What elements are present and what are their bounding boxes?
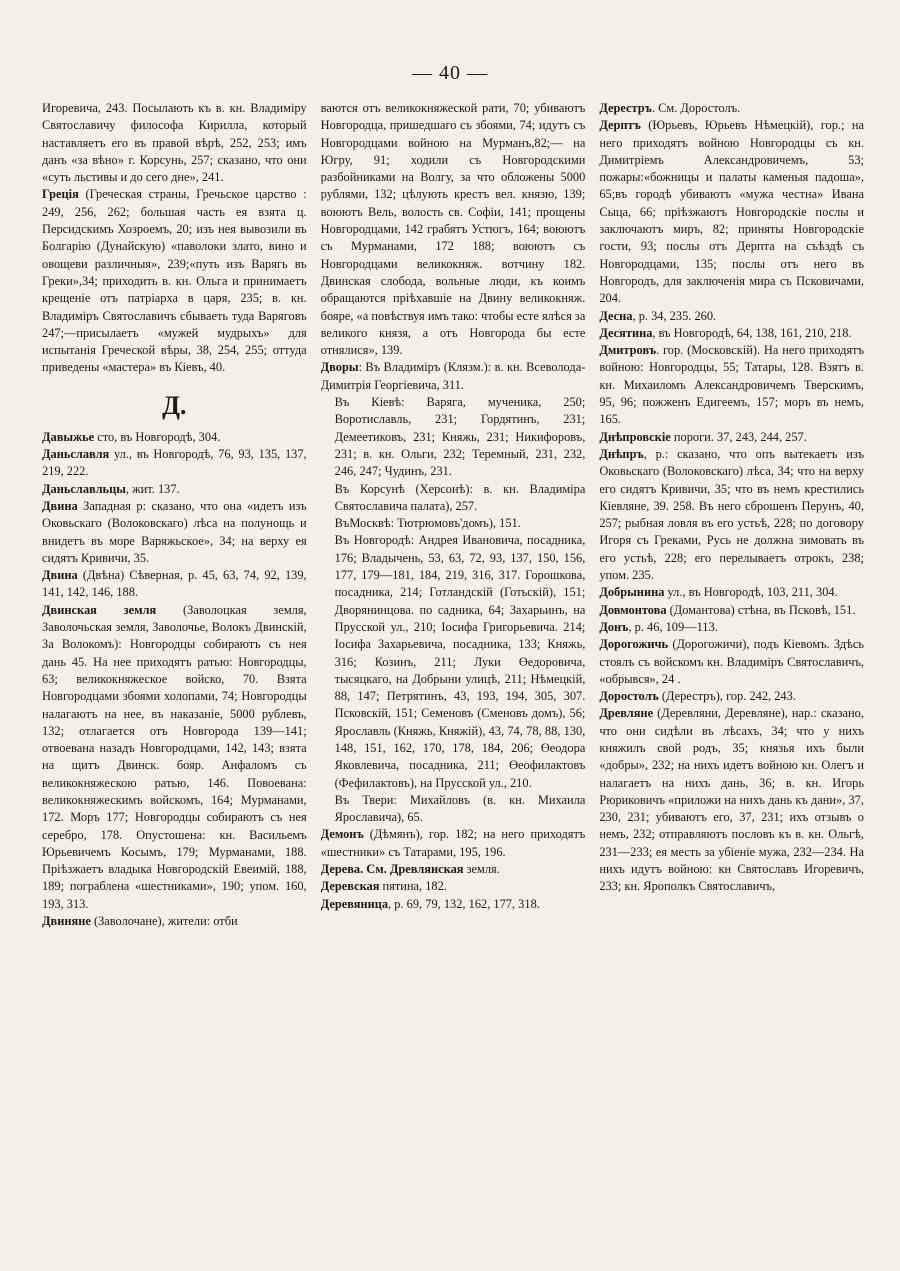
index-entry: Двина (Двѣна) Сѣверная, р. 45, 63, 74, 92, 139, 141, 142, 146, 188. xyxy=(42,568,307,600)
entry-headword: Деревская xyxy=(320,879,380,894)
index-entry: Дворы: Въ Владиміръ (Клязм.): в. кн. Всеволода-Димитрія Георгіевича, 311. xyxy=(320,360,586,392)
index-columns xyxy=(42,100,864,1250)
index-entry: Доростолъ (Дерестръ), гор. 242, 243. xyxy=(599,689,796,704)
entry-headword: Двинская земля xyxy=(42,602,157,617)
index-entry: Днѣпровскіе пороги. 37, 243, 244, 257. xyxy=(599,429,807,444)
entry-headword: Деревяница xyxy=(320,896,389,911)
entry-headword: Дворы xyxy=(320,360,359,375)
index-entry: Давыжье сто, въ Новгородѣ, 304. xyxy=(42,429,221,444)
index-entry: Даньславльцы, жит. 137. xyxy=(42,481,180,496)
index-entry: Дмитровъ. гор. (Московскій). На него приходятъ войною: Новгородцы, 55; Татары, 128. Взятъ в. кн. Михаиломъ Александровичемъ Тверскимъ, 95, 96; пожженъ Едигеемъ, 157; моръ въ немъ, 165. xyxy=(599,343,864,427)
entry-headword: Давыжье xyxy=(42,429,95,444)
column-1 xyxy=(42,100,307,1250)
entry-headword: Двина xyxy=(42,498,78,513)
index-entry: Греція (Греческая страны, Гречьское царство : 249, 256, 262; большая часть ея взята ц. Персидскимъ Хозроемъ, 20; изъ нея вывозили въ Болгарію (Дунайскую) «паволоки злато, вино и овощеви различныя», 239;«путь изъ Варягь въ Греки»,34; приходить в. кн. Ольга и принимаетъ крещеніе отъ патріарха в царя, 235; в. кн. Владиміръ Святославичъ сбываеть туда Варяговъ 247;—присылаетъ «мужей мудрыхъ» для испытанія Греческой вѣры, 38, 254, 255; оттуда приведены «мастера» въ Кіевъ, 40. xyxy=(42,187,307,375)
entry-headword: Довмонтова xyxy=(599,602,667,617)
entry-headword: Демонъ xyxy=(320,827,364,842)
entry-headword: Даньславльцы xyxy=(42,481,126,496)
entry-headword: Даньславля xyxy=(42,447,110,462)
entry-headword: Двиняне xyxy=(42,914,91,929)
index-entry: Даньславля ул., въ Новгородѣ, 76, 93, 135, 137, 219, 222. xyxy=(42,447,307,479)
index-entry: Древляне (Деревляни, Деревляне), нар.: сказано, что они сидѣли въ лѣсахъ, 34; что у нихъ княжилъ свой родъ, 35; князья ихъ были «добры», 232; на нихъ идетъ войною кн. Олегъ и налагаетъ на нихъ дань, 36; в. кн. Игорь Рюриковичъ «приложи на нихъ дань къ дани», 37, 230, 231; убиваютъ его, 37, 231; ихъ отзывъ о немъ, 232; отправляютъ пословъ къ в. кн. Ольгѣ, 231—233; ея месть за убіеніе мужа, 232—234. На нихъ идутъ войною: кн Святославъ Игоревичъ, 233; кн. Ярополкъ Святославичъ, xyxy=(599,706,864,894)
index-entry: Десятина, въ Новгородѣ, 64, 138, 161, 210, 218. xyxy=(599,325,852,340)
entry-headword: Днѣпръ xyxy=(599,446,644,461)
entry-headword: Двина xyxy=(42,568,78,583)
entry-headword: Дмитровъ xyxy=(599,343,657,358)
index-entry: Деревяница, р. 69, 79, 132, 162, 177, 318. xyxy=(320,896,540,911)
entry-headword: Доростолъ xyxy=(599,689,659,704)
index-entry: Двина Западная р: сказано, что она «идетъ изъ Оковьскаго (Волоковскаго) лѣса на полунощь и внидетъ въ море Варяжьское», 34; на верху ея сидятъ Кривичи, 35. xyxy=(42,498,307,565)
entry-headword: Дерестръ xyxy=(599,101,652,115)
index-entry: Дорогожичь (Дорогожичи), подъ Кіевомъ. Здѣсь стоялъ съ войскомъ кн. Владиміръ Святославичъ, «обрывся», 24 . xyxy=(599,637,864,686)
index-entry: Въ Новгородѣ: Андрея Ивановича, посадника, 176; Владычень, 53, 63, 72, 93, 137, 150, 156, 177, 179—181, 184, 219, 316, 317. Горошкова, посадника, 214; Готландскій (Готьскій), 151; Дворянинцова. по садника, 64; Захарьинъ, на Прусской ул., 210; Іосифа Григорьевича. 214; Іосифа Захарьевича, посадника, 133; Княжь, 316; Козинъ, 211; Луки Өедоровича, тысяцкаго, на Добрыни улицѣ, 211; Нѣмецкій, 88, 147; Петрятинъ, 43, 193, 194, 305, 307. Псковскій, 151; Семеновъ (Сменовъ домъ), 56; Ярославль (Княжь, Княжій), 43, 74, 78, 88, 130, 148, 151, 162, 170, 178, 184, 206; Өеодора Яковлевича, посадника, 211; Өеофилактовъ (Фефилактовъ), на Прусской ул., 210. xyxy=(334,533,586,790)
index-entry: Довмонтова (Домантова) стѣна, въ Псковѣ, 151. xyxy=(599,602,856,617)
index-entry: ВъМосквѣ: Тютрюмовъ'домъ), 151. xyxy=(334,516,521,531)
index-entry: Дерптъ (Юрьевъ, Юрьевъ Нѣмецкій), гор.; на него приходятъ войною Новгородцы съ кн. Димитріемъ Александровичемъ, 53; пожары:«божницы и палаты каменыя падоша», 65;въ городѣ убиваютъ «мужа честна» Ивана Сыца, 66; пріѣзжаютъ Новгородскіе послы и заключаютъ миръ, 82; приняты Новгородскіе гости, 93; послы отъ Дерпта на съѣздѣ съ Новгородцами, 135; послы отъ него въ Новгородъ, для заключенія мира съ Псковичами, 204. xyxy=(599,118,864,306)
index-entry: Въ Кіевѣ: Варяга, мученика, 250; Воротиславль, 231; Гордятинъ, 231; Демеетиковъ, 231; Княжь, 231; Никифоровъ, 231; в. кн. Ольги, 232; Теремный, 231, 232, 246, 247; Чудинъ, 231. xyxy=(334,395,586,479)
entry-headword: Добрынина xyxy=(599,585,665,600)
index-entry: Въ Твери: Михайловъ (в. кн. Михаила Ярославича), 65. xyxy=(334,792,586,825)
entry-headword: Десна xyxy=(599,308,633,323)
index-entry: Днѣпръ, р.: сказано, что опъ вытекаетъ изъ Оковьскаго (Волоковскаго) лѣса, 34; что на верху его сидятъ Кривичи, 35; что въ немъ крестились Кіевляне, 39. 258. Въ него сброшенъ Перунъ, 40, 257; рыбная ловля въ его устьѣ, 228; по договору Игоря съ Греками, Русь не должна зимовать въ его устьѣ, 228; его перелываетъ отрокъ, 238; упом. 235. xyxy=(599,446,864,583)
index-entry: ваются отъ великокняжеской рати, 70; убиваютъ Новгородца, пришедшаго съ збоями, 74; идутъ съ Новгородцами войною на Мурманъ,82;— на Югру, 91; ходили съ Новгородскими разбойниками на Волгу, за что обложены 5000 рублями, 132; цѣлують крестъ вел. князю, 139; воюютъ Вель, волость св. Софіи, 141; прощены Новгородцами, 142 грабятъ Устюгъ, 164; воюютъ съ Мурманами, 172 188; воюютъ съ Новгородцами великокняж. вотчину 182. Двинская слобода, вольные люди, къ коимъ обращаются пріѣхавшіе на Двину великокняж. бояре, «а повѣствуя имъ тако: чтобы есте ялѣся за великого князя, а отъ Новгорода бы есте отнялися», 139. xyxy=(320,101,586,358)
index-entry: Игоревича, 243. Посылають къ в. кн. Владиміру Святославичу философа Кирилла, который наставляетъ его въ правой вѣрѣ, 252, 253; имъ данъ «за вѣно» г. Корсунь, 257; сказано, что они «суть льстивы и до сего дне», 241. xyxy=(42,101,307,185)
index-entry: Десна, р. 34, 235. 260. xyxy=(599,308,717,323)
index-entry: Деревская пятина, 182. xyxy=(320,879,447,894)
index-entry: Двиняне (Заволочане), жители: отби xyxy=(42,914,238,929)
index-entry: Дерестръ. См. Доростолъ. xyxy=(599,101,741,115)
entry-headword: Днѣпровскіе xyxy=(599,429,671,444)
index-entry: Демонъ (Дѣмянъ), гор. 182; на него приходятъ «шестники» съ Татарами, 195, 196. xyxy=(320,827,586,859)
entry-headword: Дерптъ xyxy=(599,118,641,133)
section-letter: Д. xyxy=(162,390,187,420)
entry-headword: Донъ xyxy=(599,619,629,634)
entry-headword: Греція xyxy=(42,187,79,202)
index-entry: Въ Корсунѣ (Херсонѣ): в. кн. Владиміра Святославича палата), 257. xyxy=(334,481,586,513)
entry-headword: Дерева. См. Древлянская xyxy=(320,862,464,877)
index-entry: Донъ, р. 46, 109—113. xyxy=(599,619,718,634)
index-entry: Двинская земля (Заволоцкая земля, Заволочьская земля, Заволочье, Волокъ Двинскій, За Волокомъ): Новгородцы собираютъ съ нея дань 45. На нее приходятъ ратью: Новгородцы, 63; великокняжеское войско, 70. Взята Новгородцами збоями холопами, 74; Новгородцы налагаютъ на нее, въ наказаніе, 5000 рублевъ, 132; отлагается отъ Новгорода 139—141; отвоевана назадъ Новгородцами, 142, 143; взята на щитъ Двинск. бояр. Анфаломъ съ великокняжескою ратью, 146. Повоевана: великокняжескимъ войскомъ, 164; Мурманами, 172. Моръ 177; Новгородцы собираютъ съ нея серебро, 178. Опустошена: кн. Васильемъ Юрьевичемъ Косымъ, 179; Мурманами, 188. Пріѣзжаетъ владыка Новгородскій Евеимій, 188, 189; пограблена «шестниками», 190; упом. 160, 193, 313. xyxy=(42,602,307,911)
index-entry: Добрынина ул., въ Новгородѣ, 103, 211, 304. xyxy=(599,585,838,600)
index-entry: Дерева. См. Древлянская земля. xyxy=(320,862,500,877)
page-number: — 40 — xyxy=(412,62,488,84)
entry-headword: Дорогожичь xyxy=(599,637,669,652)
entry-headword: Древляне xyxy=(599,706,654,721)
column-3 xyxy=(599,100,864,1250)
column-2 xyxy=(321,100,586,1250)
entry-headword: Десятина xyxy=(599,325,653,340)
